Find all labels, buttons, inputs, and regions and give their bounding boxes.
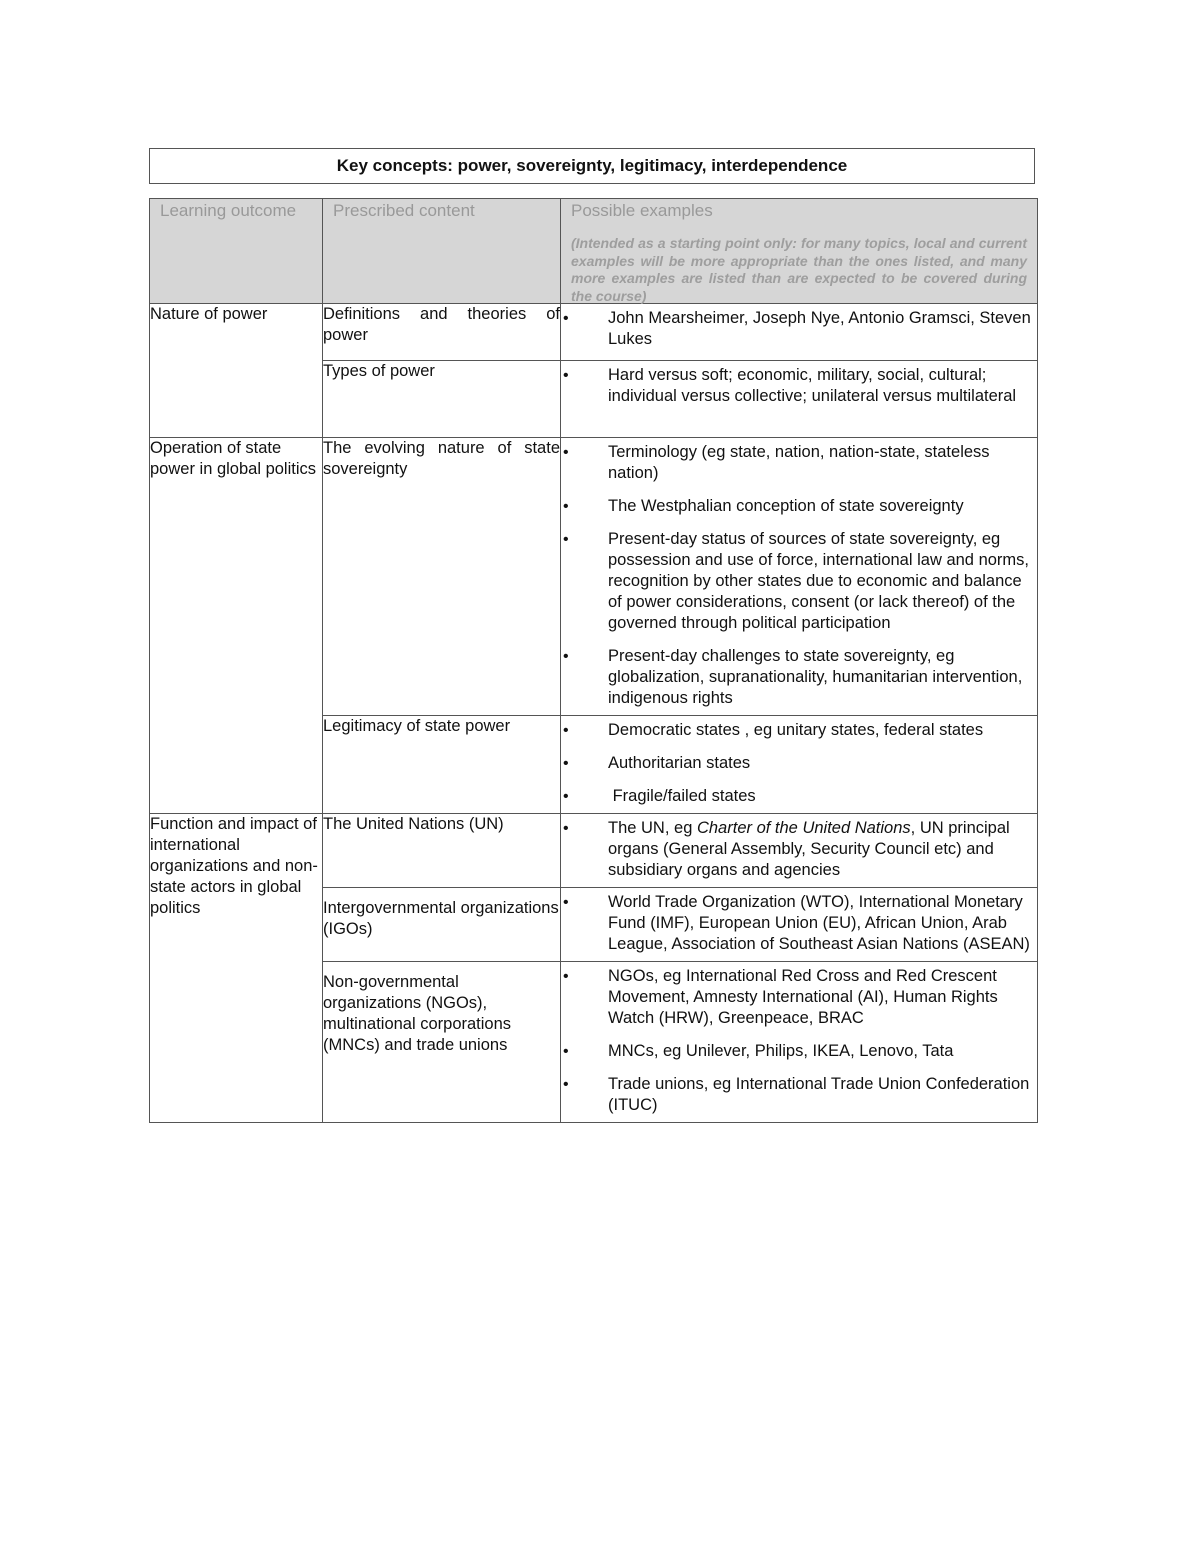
- list-item: • NGOs, eg International Red Cross and Red Crescent Movement, Amnesty International (AI), Human Rights Watch (HRW), Greenpeace, BRAC: [563, 967, 998, 1027]
- prescribed-content-cell: Intergovernmental organizations (IGOs): [323, 888, 561, 962]
- list-item: • Authoritarian states: [563, 754, 751, 772]
- bullet-icon: •: [563, 820, 569, 837]
- bullet-icon: •: [563, 788, 569, 805]
- examples-cell: [561, 716, 1038, 814]
- prescribed-content-cell: Definitions and theories of power: [323, 304, 561, 361]
- table-row: [150, 438, 1038, 716]
- learning-outcome-cell: Nature of power: [150, 304, 323, 438]
- list-item: • Trade unions, eg International Trade Union Confederation (ITUC): [563, 1075, 1030, 1114]
- examples-cell: [561, 962, 1038, 1123]
- list-item: • Terminology (eg state, nation, nation-state, stateless nation): [563, 443, 990, 482]
- header-note: (Intended as a starting point only: for many topics, local and current examples will be more appropriate than the ones listed, and many more examples are listed than are expected to be covered during the course): [571, 235, 1027, 304]
- bullet-icon: •: [563, 310, 569, 327]
- examples-cell: [561, 304, 1038, 361]
- header-possible-examples: Possible examples (Intended as a starting point only: for many topics, local and current examples will be more appropriate than the ones listed, and many more examples are listed than are expected to be covered during the course): [561, 199, 1038, 304]
- bullet-icon: •: [563, 1076, 569, 1093]
- list-item: • Democratic states , eg unitary states, federal states: [563, 721, 984, 739]
- list-item: • The Westphalian conception of state sovereignty: [563, 497, 964, 515]
- table-title: Key concepts: power, sovereignty, legitimacy, interdependence: [149, 148, 1035, 184]
- prescribed-content-cell: The evolving nature of state sovereignty: [323, 438, 561, 716]
- bullet-icon: •: [563, 367, 569, 384]
- list-item: • Present-day challenges to state sovereignty, eg globalization, supranationality, humanitarian intervention, indigenous rights: [563, 647, 1023, 707]
- table-row: [150, 814, 1038, 888]
- list-item: • John Mearsheimer, Joseph Nye, Antonio Gramsci, Steven Lukes: [563, 309, 1031, 348]
- table-row: [150, 304, 1038, 361]
- bullet-icon: •: [563, 1043, 569, 1060]
- header-prescribed-content: Prescribed content: [323, 199, 561, 304]
- learning-outcome-cell: Function and impact of international organizations and non-state actors in global politics: [150, 814, 323, 1123]
- header-learning-outcome: Learning outcome: [150, 199, 323, 304]
- table-header-row: [150, 199, 1038, 304]
- bullet-icon: •: [563, 444, 569, 461]
- list-item: • World Trade Organization (WTO), International Monetary Fund (IMF), European Union (EU), African Union, Arab League, Association of Southeast Asian Nations (ASEAN): [563, 893, 1030, 953]
- examples-cell: [561, 361, 1038, 438]
- bullet-icon: •: [563, 755, 569, 772]
- prescribed-content-cell: Non-governmental organizations (NGOs), multinational corporations (MNCs) and trade unions: [323, 962, 561, 1123]
- list-item: • Present-day status of sources of state sovereignty, eg possession and use of force, international law and norms, recognition by other states due to economic and balance of power considerations, consent (or lack thereof) of the governed through political participation: [563, 530, 1029, 632]
- list-item: • Fragile/failed states: [563, 787, 756, 805]
- bullet-icon: •: [563, 531, 569, 548]
- list-item: • MNCs, eg Unilever, Philips, IKEA, Lenovo, Tata: [563, 1042, 954, 1060]
- list-item: • The UN, eg Charter of the United Nations, UN principal organs (General Assembly, Security Council etc) and subsidiary organs and agencies: [563, 819, 1010, 879]
- examples-cell: [561, 814, 1038, 888]
- prescribed-content-cell: Legitimacy of state power: [323, 716, 561, 814]
- prescribed-content-cell: Types of power: [323, 361, 561, 438]
- bullet-icon: •: [563, 648, 569, 665]
- syllabus-table: [149, 198, 1038, 1123]
- bullet-icon: •: [563, 894, 569, 911]
- charter-title: Charter of the United Nations: [696, 819, 911, 837]
- examples-cell: [561, 438, 1038, 716]
- bullet-icon: •: [563, 722, 569, 739]
- prescribed-content-cell: The United Nations (UN): [323, 814, 561, 888]
- examples-cell: [561, 888, 1038, 962]
- list-item: • Hard versus soft; economic, military, social, cultural; individual versus collective; unilateral versus multilateral: [563, 366, 1017, 405]
- bullet-icon: •: [563, 498, 569, 515]
- learning-outcome-cell: Operation of state power in global politics: [150, 438, 323, 814]
- bullet-icon: •: [563, 968, 569, 985]
